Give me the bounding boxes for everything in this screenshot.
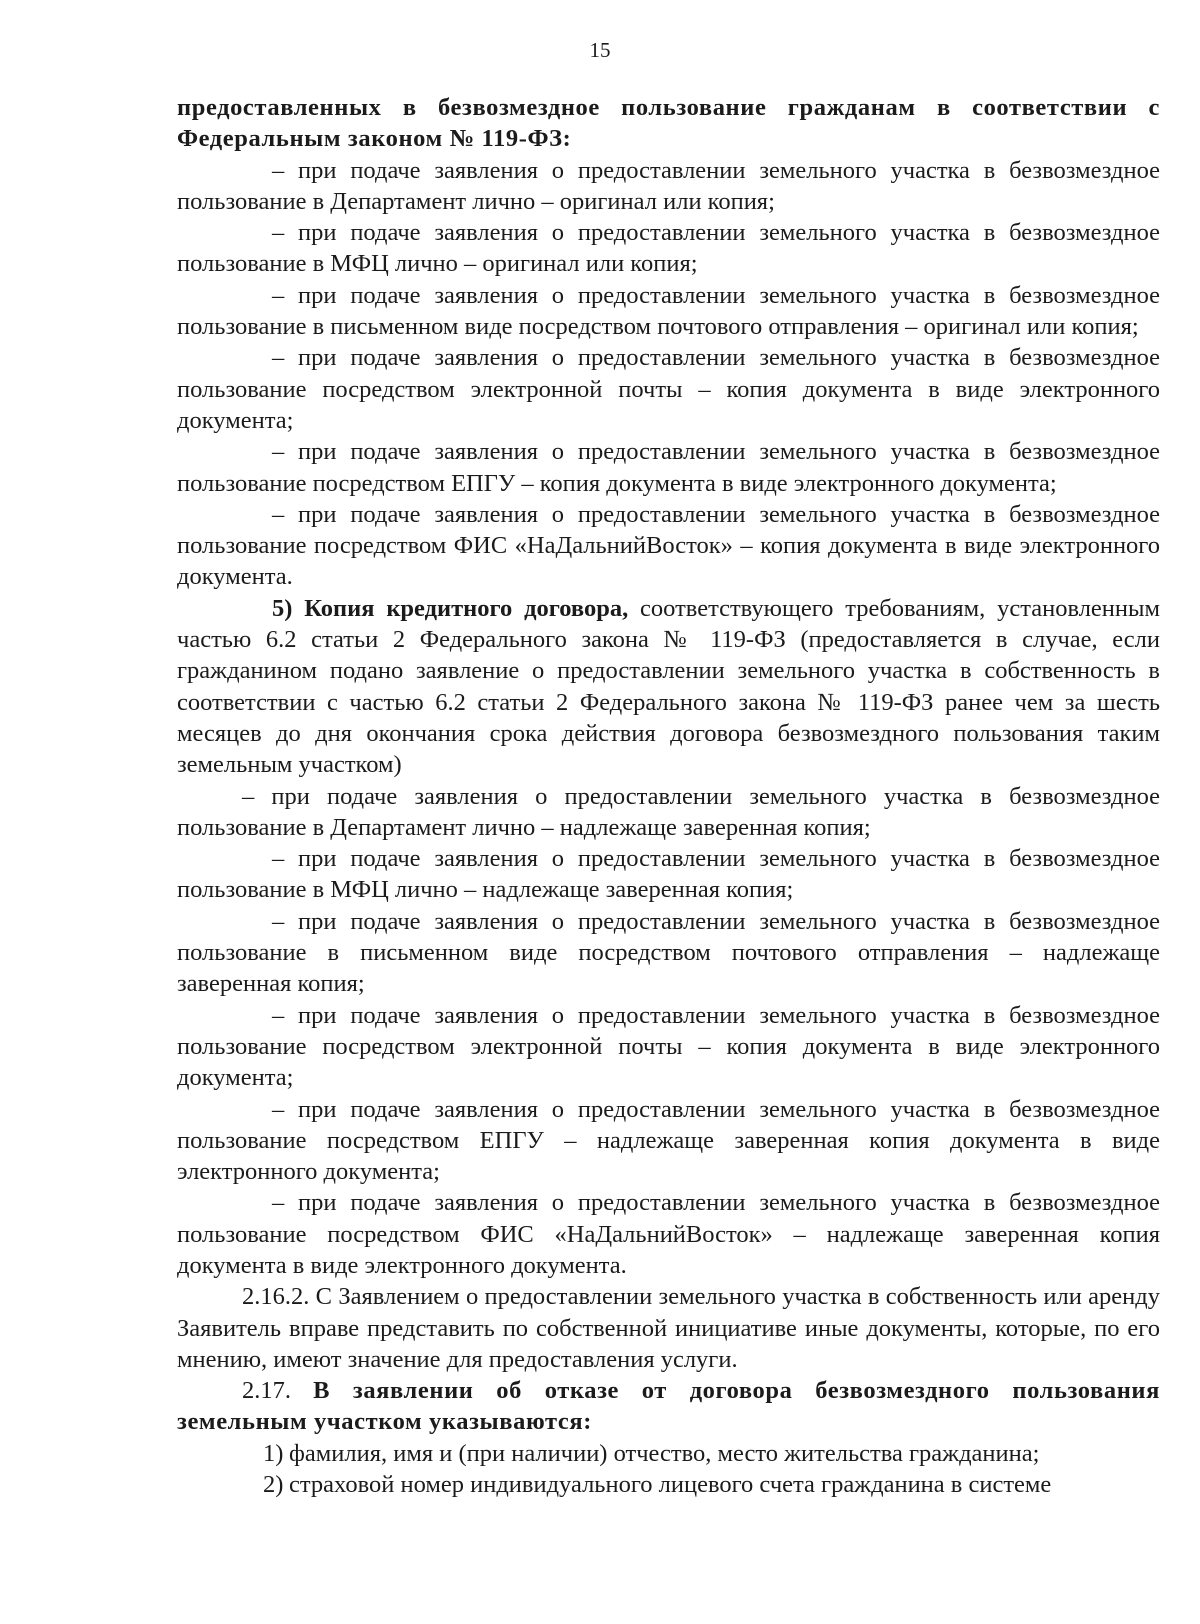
paragraph-list-item: – при подаче заявления о предоставлении земельного участка в безвозмездное пользование в МФЦ лично – оригинал или копия; xyxy=(177,219,1160,278)
paragraph-list-item: – при подаче заявления о предоставлении земельного участка в безвозмездное пользование в Департамент лично – оригинал или копия; xyxy=(177,156,1160,215)
paragraph-list-item: – при подаче заявления о предоставлении земельного участка в безвозмездное пользование посредством ФИС «НаДальнийВосток» – копия документа в виде электронного документа. xyxy=(177,500,1160,591)
section-heading: В заявлении об отказе от договора безвозмездного пользования земельным участком указываются: xyxy=(177,1377,1161,1436)
page-number: 15 xyxy=(589,38,611,62)
paragraph-list-item: – при подаче заявления о предоставлении земельного участка в безвозмездное пользование в письменном виде посредством почтового отправления – оригинал или копия; xyxy=(177,281,1160,341)
paragraph-list-item: – при подаче заявления о предоставлении земельного участка в безвозмездное пользование в МФЦ лично – надлежаще заверенная копия; xyxy=(177,845,1160,904)
list-marker: 1) xyxy=(263,1439,284,1467)
paragraph-2-17 xyxy=(177,1375,1160,1438)
paragraph-list-item: – при подаче заявления о предоставлении земельного участка в безвозмездное пользование в письменном виде посредством почтового отправления – надлежаще заверенная копия; xyxy=(177,907,1160,998)
list-item-text: страховой номер индивидуального лицевого счета гражданина в системе xyxy=(289,1471,1052,1499)
paragraph-credit-agreement xyxy=(177,593,1160,781)
paragraph-list-item: – при подаче заявления о предоставлении земельного участка в безвозмездное пользование посредством электронной почты – копия документа в виде электронного документа; xyxy=(177,1001,1160,1092)
list-item xyxy=(177,1438,1160,1469)
section-number: 2.17. xyxy=(242,1377,291,1405)
list-item xyxy=(177,1469,1160,1500)
paragraph-list-item: – при подаче заявления о предоставлении земельного участка в безвозмездное пользование посредством ЕПГУ – копия документа в виде электронного документа; xyxy=(177,438,1160,497)
paragraph-list-item: – при подаче заявления о предоставлении земельного участка в безвозмездное пользование посредством ЕПГУ – надлежаще заверенная копия документа в виде электронного документа; xyxy=(177,1095,1160,1186)
paragraph-list-item: – при подаче заявления о предоставлении земельного участка в безвозмездное пользование посредством электронной почты – копия документа в виде электронного документа; xyxy=(177,344,1160,434)
paragraph-list-item: – при подаче заявления о предоставлении земельного участка в безвозмездное пользование в Департамент лично – надлежаще заверенная копия; xyxy=(177,782,1160,841)
list-marker: 2) xyxy=(263,1471,284,1499)
paragraph-heading-continuation: предоставленных в безвозмездное пользование гражданам в соответствии с Федеральным законом № 119-ФЗ: xyxy=(177,94,1160,153)
paragraph-text: соответствующего требованиям, установленным частью 6.2 статьи 2 Федерального закона № 119-ФЗ (предоставляется в случае, если гражданином подано заявление о предоставлении земельного участка в собственность в соответствии с частью 6.2 статьи 2 Федерального закона № 119-ФЗ ранее чем за шесть месяцев до дня окончания срока действия договора безвозмездного пользования таким земельным участком) xyxy=(177,594,1160,779)
paragraph-2-16-2: 2.16.2. С Заявлением о предоставлении земельного участка в собственность или аренду Заявитель вправе представить по собственной инициативе иные документы, которые, по его мнению, имеют значение для предоставления услуги. xyxy=(177,1283,1160,1373)
paragraph-list-item: – при подаче заявления о предоставлении земельного участка в безвозмездное пользование посредством ФИС «НаДальнийВосток» – надлежаще заверенная копия документа в виде электронного документа. xyxy=(177,1189,1160,1279)
document-body xyxy=(177,92,1160,1500)
paragraph-bold-lead: 5) Копия кредитного договора, xyxy=(272,594,629,622)
list-item-text: фамилия, имя и (при наличии) отчество, место жительства гражданина; xyxy=(289,1439,1040,1467)
